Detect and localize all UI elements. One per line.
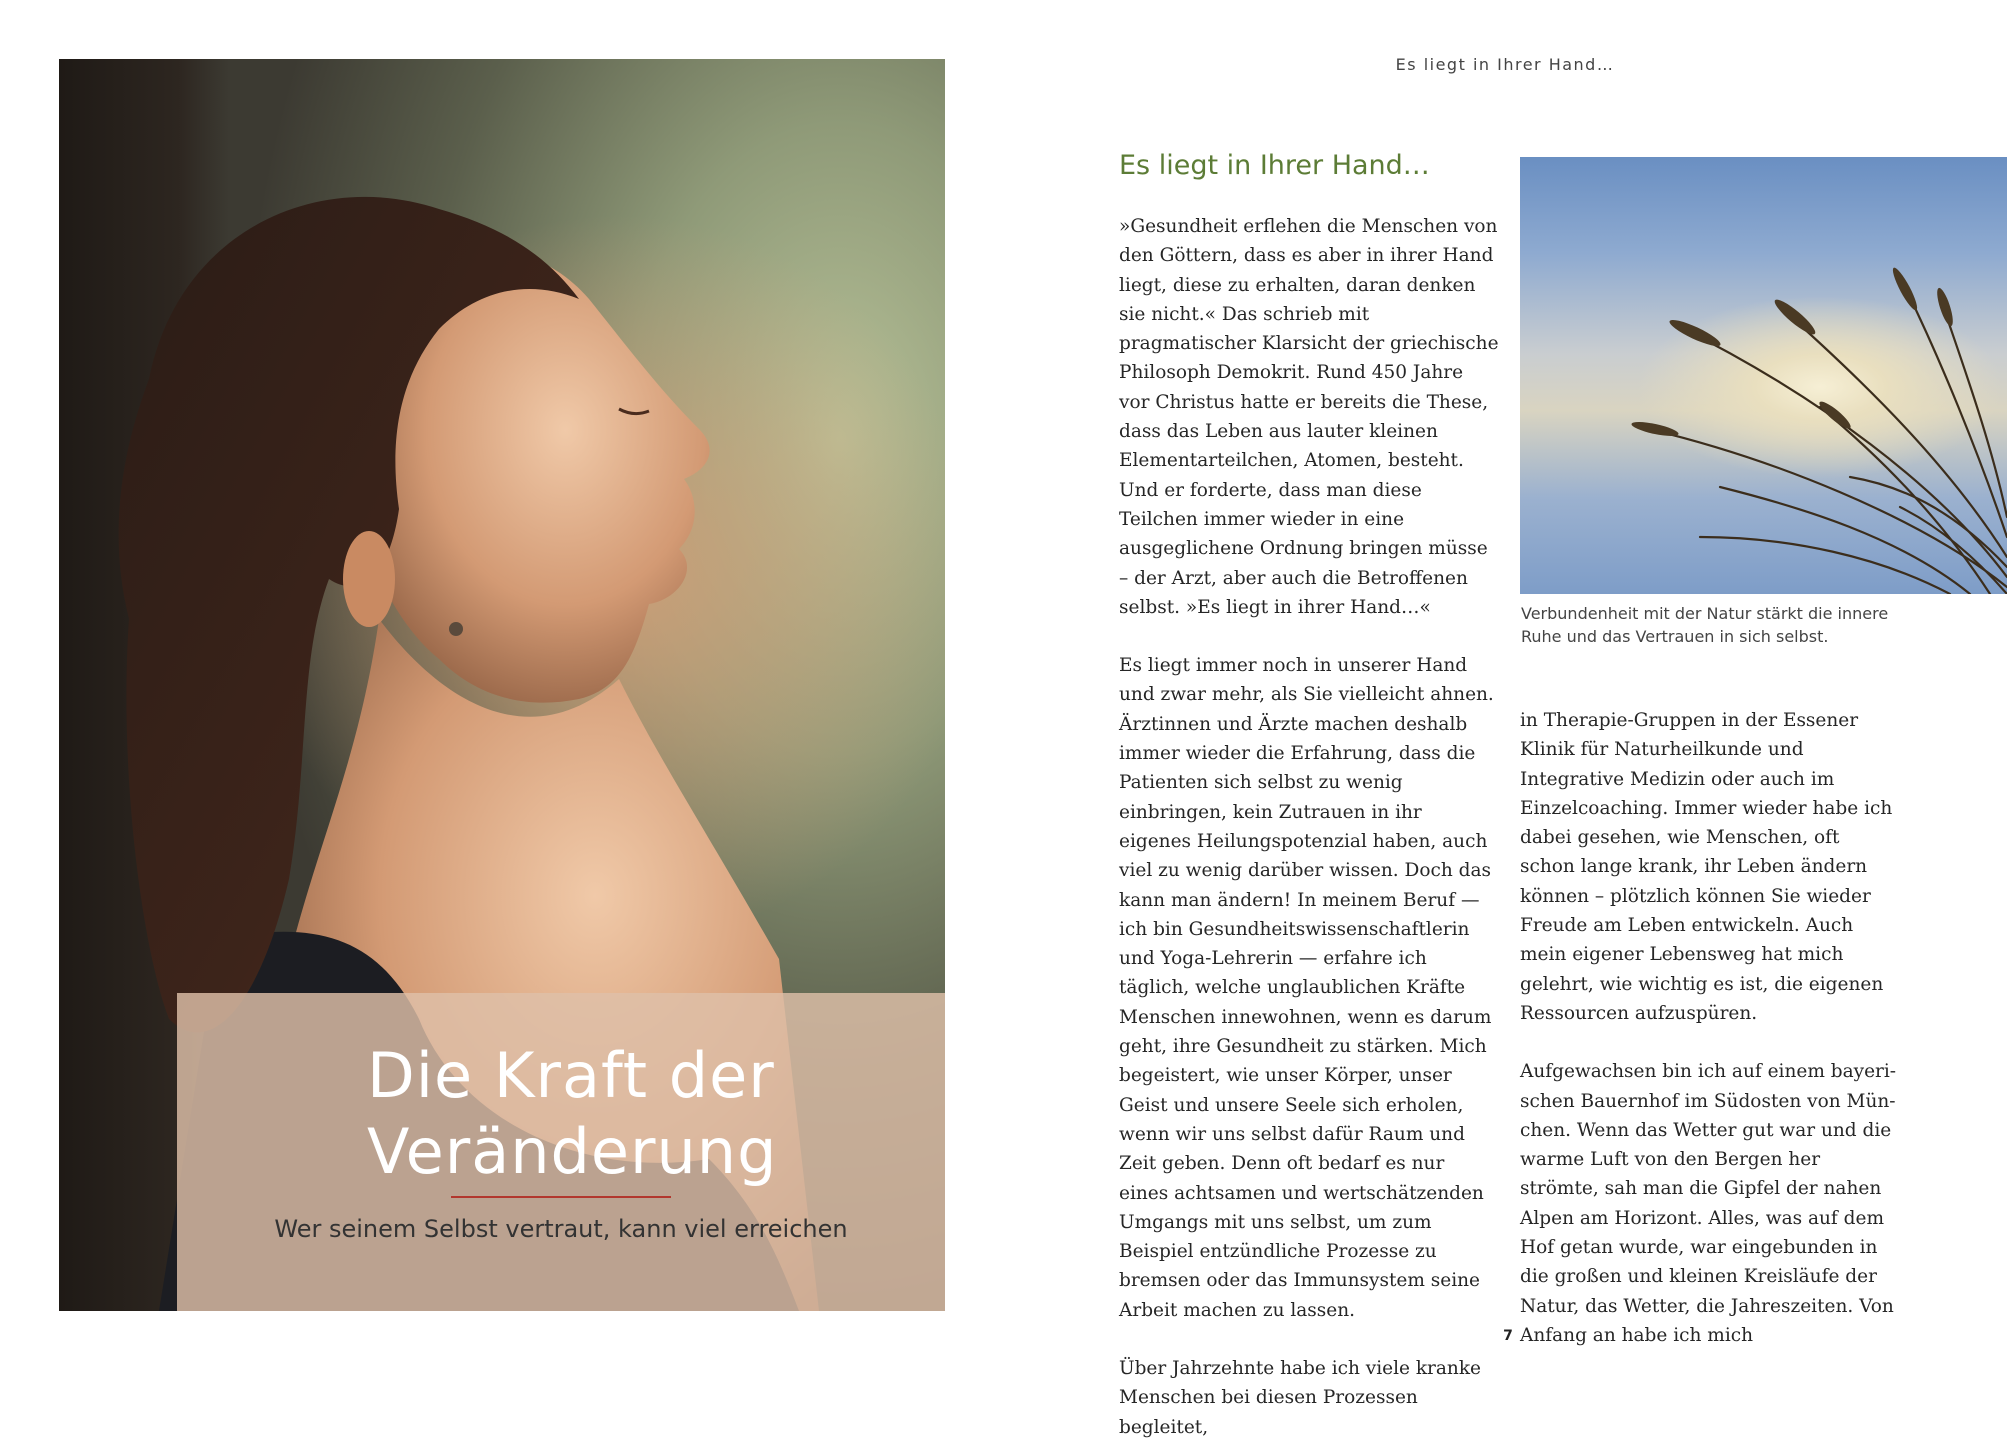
- text-column-right: [1520, 706, 1900, 1350]
- grass-seed-head: [1889, 265, 1920, 312]
- grass-seed-head: [1816, 398, 1853, 431]
- section-title: Es liegt in Ihrer Hand…: [1119, 150, 1430, 181]
- chapter-title-line-1: Die Kraft der: [367, 1039, 775, 1112]
- grass-blade: [1780, 307, 2007, 557]
- paragraph: in Therapie-Gruppen in der Essener Klinik für Naturheilkunde und Integrative Medizin oder auch im Einzelcoaching. Immer wieder habe ich dabei gesehen, wie Menschen, oft schon lange krank, ihr Leben ändern können – plötzlich können Sie wieder Freude am Leben entwickeln. Auch mein eigener Lebensweg hat mich gelehrt, wie wichtig es ist, die eigenen Ressourcen aufzuspüren.: [1520, 710, 1893, 1024]
- chapter-subtitle: Wer seinem Selbst vertraut, kann viel erreichen: [274, 1215, 848, 1243]
- page-number: 7: [1503, 1328, 1513, 1344]
- image-caption: Verbundenheit mit der Natur stärkt die innere Ruhe und das Vertrauen in sich selbst.: [1521, 604, 1889, 646]
- grass-seed-head: [1934, 286, 1956, 327]
- paragraph: Es liegt immer noch in unserer Hand und zwar mehr, als Sie vielleicht ahnen. Ärztinnen und Ärzte machen deshalb immer wieder die Erfahrung, dass die Patienten sich selbst zu wenig einbringen, kein Zutrauen in ihr eigenes Heilungspotenzial haben, auch viel zu wenig darüber wissen. Doch das kann man ändern! In meinem Beruf — ich bin Gesundheitswissenschaftlerin und Yoga-Lehrerin — erfahre ich täglich, welche unglaublichen Kräfte Menschen innewohnen, wenn es darum geht, ihre Gesundheit zu stärken. Mich begeistert, wie unser Körper, unser Geist und unsere Seele sich erholen, wenn wir uns selbst dafür Raum und Zeit geben. Denn oft bedarf es nur eines achtsamen und wertschätzenden Umgangs mit uns selbst, um zum Beispiel entzündliche Prozesse zu bremsen oder das Immunsystem seine Arbeit machen zu lassen.: [1119, 655, 1494, 1321]
- grass-seed-head: [1630, 419, 1679, 439]
- grass-photo: [1520, 157, 2007, 594]
- running-head: Es liegt in Ihrer Hand…: [1395, 55, 1615, 74]
- title-overlay-box: [177, 993, 945, 1311]
- grass-blade: [1820, 407, 1990, 594]
- paragraph: Aufgewachsen bin ich auf einem bayerischen Bauernhof im Südosten von München. Wenn das Wetter gut war und die warme Luft von den Bergen her strömte, sah man die Gipfel der nahen Alpen am Horizont. Alles, was auf dem Hof getan wurde, war eingebunden in die großen und kleinen Kreisläufe der Natur, das Wetter, die Jahreszeiten. Von Anfang an habe ich mich: [1520, 1061, 1897, 1346]
- paragraph: »Gesundheit erflehen die Menschen von den Göttern, dass es aber in ihrer Hand liegt, diese zu erhalten, daran denken sie nicht.« Das schrieb mit pragmatischer Klarsicht der griechische Philosoph Demokrit. Rund 450 Jahre vor Christus hatte er bereits die These, dass das Leben aus lauter kleinen Elementarteilchen, Atomen, besteht. Und er forderte, dass man diese Teilchen immer wieder in eine ausgeglichene Ordnung bringen müsse – der Arzt, aber auch die Betroffenen selbst. »Es liegt in ihrer Hand…«: [1119, 216, 1499, 618]
- text-column-left: [1119, 212, 1499, 1442]
- grass-seed-head: [1771, 296, 1819, 339]
- chapter-title-line-2: Veränderung: [367, 1115, 778, 1188]
- grass-seed-head: [1667, 316, 1723, 351]
- cover-photo: [59, 59, 945, 1311]
- chapter-title: [367, 1038, 887, 1190]
- ear-shape: [343, 531, 395, 627]
- paragraph: Über Jahrzehnte habe ich viele kranke Menschen bei diesen Prozessen begleitet,: [1119, 1357, 1482, 1438]
- grass-blade: [1700, 537, 1950, 594]
- earring: [449, 622, 463, 636]
- grass-blade: [1640, 427, 2007, 587]
- grass-blade: [1940, 297, 2007, 517]
- title-divider: [451, 1196, 671, 1198]
- beach-grass-illustration: [1520, 157, 2007, 594]
